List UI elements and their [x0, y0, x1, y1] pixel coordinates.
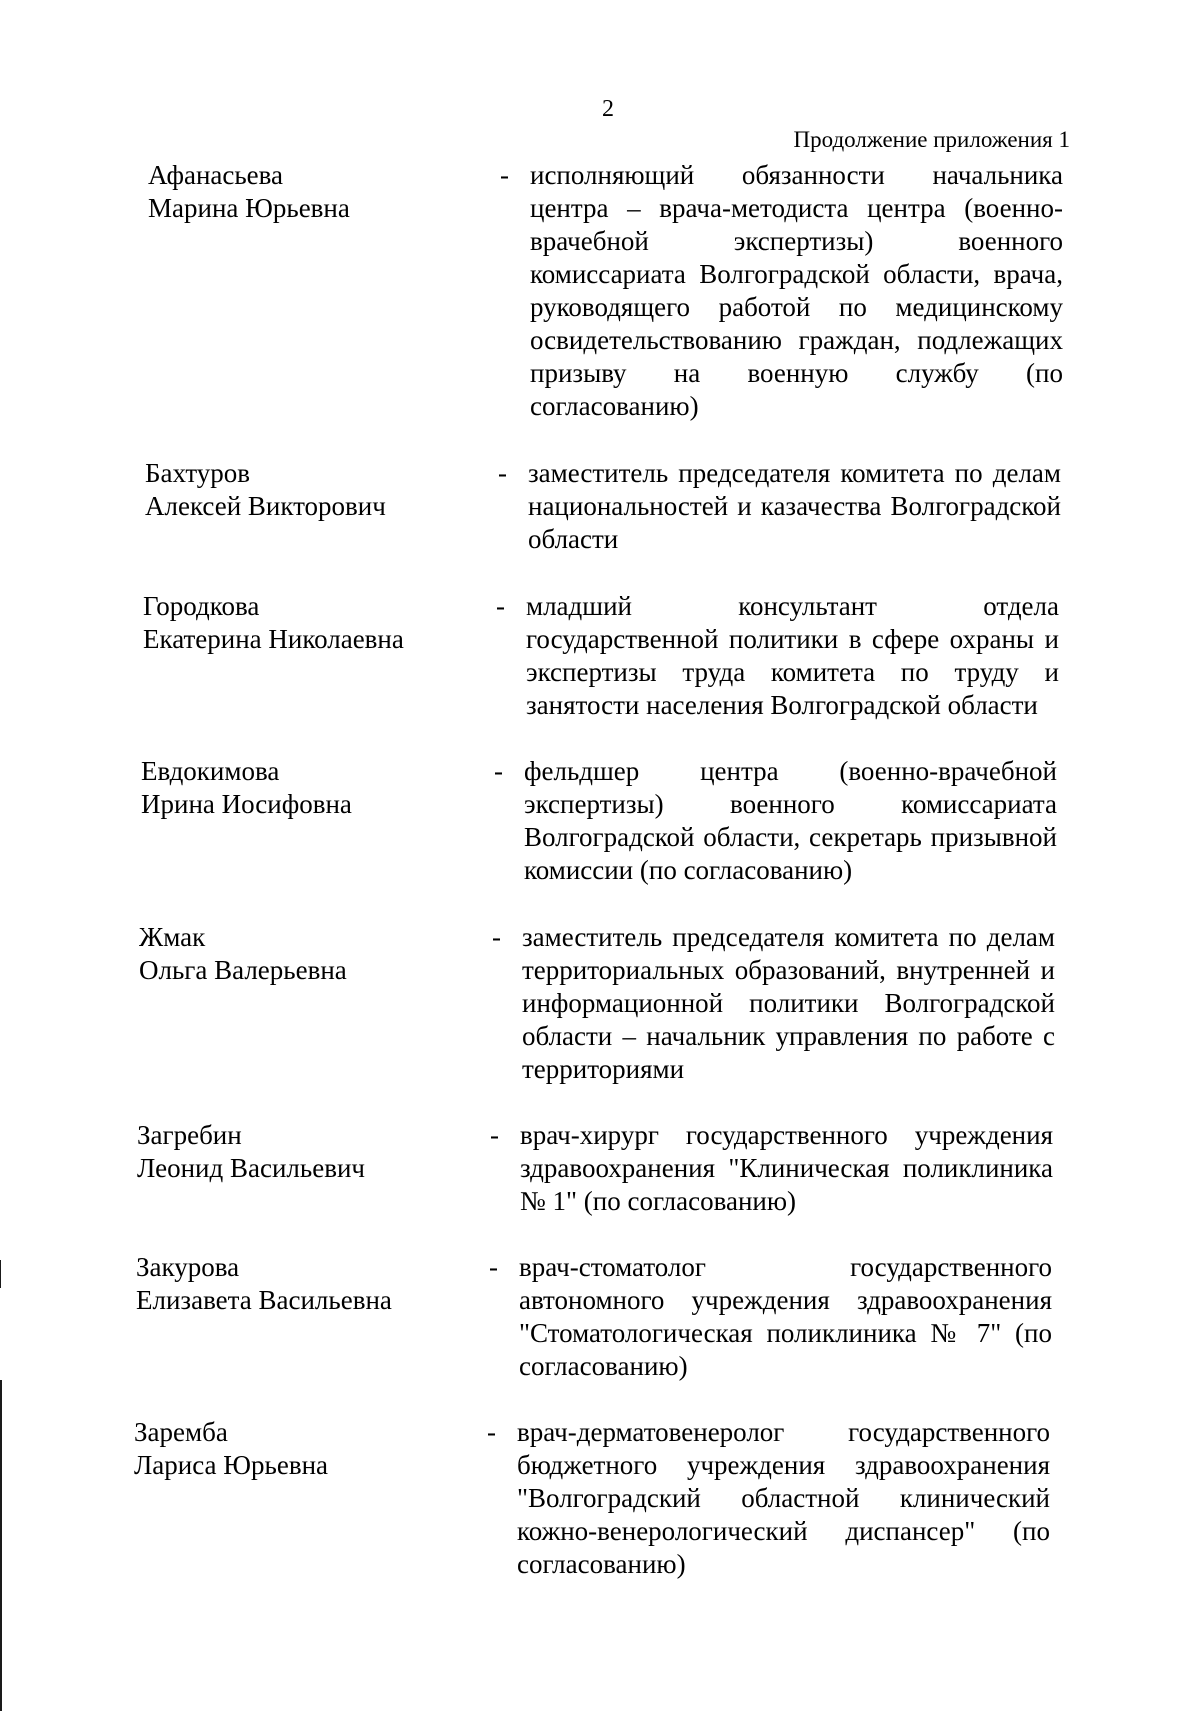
member-position: заместитель председателя комитета по делам национальностей и казачества Волгоградской области — [528, 458, 1061, 554]
entry-dash: - — [498, 458, 507, 488]
entry-dash: - — [496, 591, 505, 621]
member-surname: Евдокимова — [141, 756, 280, 786]
member-surname: Городкова — [143, 591, 260, 621]
member-given-names: Алексей Викторович — [145, 491, 386, 521]
entry-dash: - — [492, 922, 501, 952]
member-position: фельдшер центра (военно-врачебной экспертизы) военного комиссариата Волгоградской области, секретарь призывной комиссии (по согласованию) — [524, 756, 1057, 885]
member-position: заместитель председателя комитета по делам территориальных образований, внутренней и информационной политики Волгоградской области – начальник управления по работе с территориями — [522, 922, 1055, 1084]
member-given-names: Леонид Васильевич — [137, 1153, 365, 1183]
member-name — [139, 921, 469, 987]
entry-dash: - — [494, 756, 503, 786]
member-given-names: Ольга Валерьевна — [139, 955, 347, 985]
member-name — [137, 1119, 467, 1185]
member-name — [145, 457, 475, 523]
continuation-heading: Продолжение приложения 1 — [793, 127, 1070, 152]
page-number: 2 — [602, 96, 614, 122]
member-surname: Закурова — [136, 1252, 240, 1282]
member-given-names: Марина Юрьевна — [148, 193, 350, 223]
entry-dash: - — [500, 160, 509, 190]
member-name — [134, 1416, 464, 1482]
member-given-names: Елизавета Васильевна — [136, 1285, 392, 1315]
scan-edge-line — [0, 1380, 2, 1711]
member-position: врач-дерматовенеролог государственного бюджетного учреждения здравоохранения "Волгоградский областной клинический кожно-венерологический диспансер" (по согласованию) — [517, 1417, 1050, 1579]
entry-dash: - — [490, 1120, 499, 1150]
member-surname: Заремба — [134, 1417, 228, 1447]
member-position: младший консультант отдела государственной политики в сфере охраны и экспертизы труда комитета по труду и занятости населения Волгоградской области — [526, 591, 1059, 720]
member-position: исполняющий обязанности начальника центра – врача-методиста центра (военно-врачебной экспертизы) военного комиссариата Волгоградской области, врача, руководящего работой по медицинскому освидетельствованию граждан, подлежащих призыву на военную службу (по согласованию) — [530, 160, 1063, 421]
member-position: врач-стоматолог государственного автономного учреждения здравоохранения "Стоматологическая поликлиника № 7" (по согласованию) — [519, 1252, 1052, 1381]
member-given-names: Екатерина Николаевна — [143, 624, 404, 654]
entry-dash: - — [489, 1252, 498, 1282]
member-name — [136, 1251, 466, 1317]
member-surname: Бахтуров — [145, 458, 251, 488]
member-surname: Загребин — [137, 1120, 242, 1150]
member-position: врач-хирург государственного учреждения здравоохранения "Клиническая поликлиника № 1" (по согласованию) — [520, 1120, 1053, 1216]
member-surname: Афанасьева — [148, 160, 284, 190]
member-name — [143, 590, 473, 656]
member-name — [148, 159, 478, 225]
member-given-names: Лариса Юрьевна — [134, 1450, 329, 1480]
scan-edge-line — [0, 1260, 1, 1288]
member-given-names: Ирина Иосифовна — [141, 789, 352, 819]
member-surname: Жмак — [139, 922, 206, 952]
member-name — [141, 755, 471, 821]
entry-dash: - — [487, 1417, 496, 1447]
